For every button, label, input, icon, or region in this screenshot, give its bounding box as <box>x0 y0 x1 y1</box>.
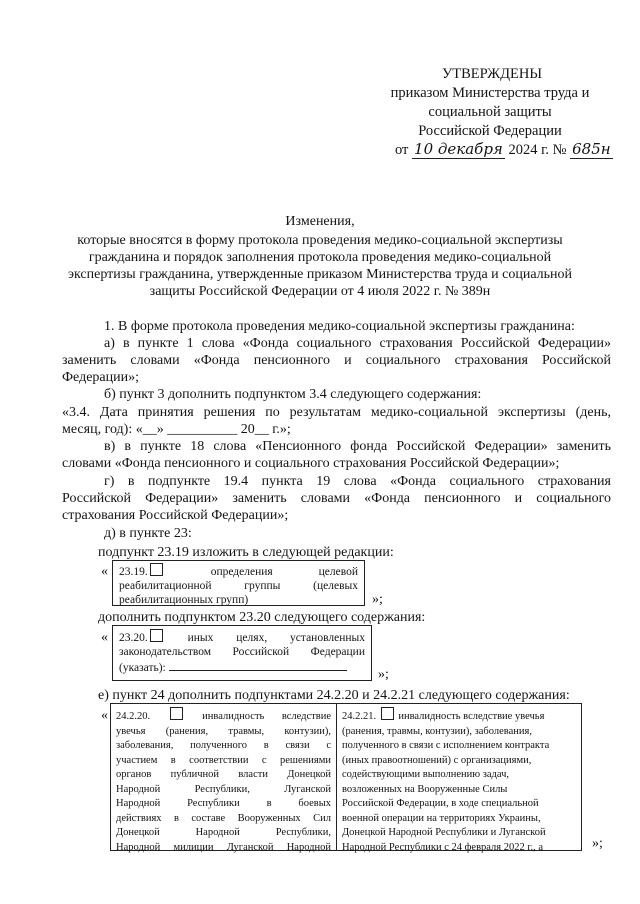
quote-close-2320: »; <box>378 667 389 682</box>
box-24221-row-6: Российской Федерации, в ходе специальной <box>342 798 539 809</box>
approval-heading: УТВЕРЖДЕНЫ <box>441 66 543 82</box>
box-24220-row-2: заболевания, полученного в связи с <box>116 740 331 751</box>
box-24220-row-7: действиях в составе Вооруженных Сил <box>116 812 331 824</box>
para-1: 1. В форме протокола проведения медико-социальной экспертизы гражданина: <box>104 319 575 334</box>
form-box-23-20 <box>112 625 372 681</box>
box-24220-row-4: органов публичной власти Донецкой <box>116 769 331 780</box>
form-box-24-2-21 <box>336 703 582 851</box>
quote-close-2319: »; <box>372 592 383 607</box>
box-24220-row-0 <box>116 707 331 725</box>
item-a-line-1: а) в пункте 1 слова «Фонда социального страхования Российской Федерации» <box>104 336 611 351</box>
quote-open-24: « <box>101 708 108 723</box>
box-24221-num: 24.2.21. <box>342 711 396 722</box>
item-b-line-3: месяц, год): «__» __________ 20__ г.»; <box>62 422 291 437</box>
box-24221-row-8: Донецкой Народной Республики и Луганской <box>342 827 546 838</box>
checkbox-24-2-21[interactable] <box>381 707 394 720</box>
box-24221-row-5: возложенных на Вооруженные Силы <box>342 783 508 795</box>
box-24221-text-1: инвалидность вследствие увечья <box>398 711 545 722</box>
item-a-line-3: Федерации»; <box>62 370 140 385</box>
changes-heading: Изменения, <box>285 214 355 229</box>
box-24221-row-0 <box>342 707 576 725</box>
box-24221-row-7: военной операции на территориях Украины, <box>342 812 541 824</box>
item-g-line-3: страхования Российской Федерации»; <box>62 508 289 523</box>
box-24221-row-3: (иных правоотношений) с организациями, <box>342 754 532 766</box>
date-prefix: от <box>395 142 409 158</box>
quote-close-24: »; <box>592 836 603 851</box>
quote-open-2319: « <box>101 564 108 579</box>
box-2320-row-3 <box>119 659 365 675</box>
box-2320-text-3: (указать): <box>119 662 166 674</box>
box-2319-row-3: реабилитационных групп) <box>119 594 249 606</box>
form-box-23-19 <box>112 560 365 606</box>
box-24220-row-9: Народной милиции Луганской Народной <box>116 841 331 853</box>
approval-line-2: социальной защиты <box>428 104 552 120</box>
quote-open-2320: « <box>101 630 108 645</box>
item-a-line-2: заменить словами «Фонда пенсионного и социального страхования Российской <box>62 353 611 368</box>
item-b-line-2: «3.4. Дата принятия решения по результатам медико-социальной экспертизы (день, <box>62 405 611 420</box>
box-2319-text-1: определения целевой <box>210 566 358 578</box>
box-24221-row-2: полученного в связи с исполнением контракта <box>342 740 550 751</box>
item-g-line-2: Российской Федерации» заменить словами «Фонда пенсионного и социального <box>62 491 611 506</box>
item-d-line-1: д) в пункте 23: <box>104 526 192 541</box>
handwritten-number: 685н <box>572 140 611 158</box>
checkbox-24-2-20[interactable] <box>170 707 183 720</box>
box-24221-row-9: Народной Республики с 24 февраля 2022 г., а <box>342 841 544 853</box>
box-24220-row-8: Донецкой Народной Республики, <box>116 827 331 838</box>
title-line-3: экспертизы гражданина, утвержденные приказом Министерства труда и социальной <box>67 267 573 282</box>
box-2319-num: 23.19. <box>119 566 165 578</box>
box-24221-row-4: содействующими выполнению задач, <box>342 769 510 780</box>
box-24220-num: 24.2.20. <box>116 711 185 722</box>
box-24220-row-6: Народной Республики в боевых <box>116 798 331 809</box>
box-24220-text-1: инвалидность вследствие <box>202 711 331 722</box>
form-box-24-2-20 <box>110 703 336 851</box>
item-e-line-1: е) пункт 24 дополнить подпунктами 24.2.20 и 24.2.21 следующего содержания: <box>98 688 570 703</box>
approval-date <box>395 140 613 159</box>
item-d-line-3: дополнить подпунктом 23.20 следующего содержания: <box>98 610 426 625</box>
box-2320-num: 23.20. <box>119 632 165 644</box>
item-v-line-1: в) в пункте 18 слова «Пенсионного фонда Российской Федерации» заменить <box>104 439 611 454</box>
item-b-line-1: б) пункт 3 дополнить подпунктом 3.4 следующего содержания: <box>104 387 482 402</box>
box-24221-row-1: (ранения, травмы, контузии), заболевания, <box>342 725 532 737</box>
checkbox-23-19[interactable] <box>150 563 163 576</box>
specify-input-line[interactable] <box>169 659 347 671</box>
checkbox-23-20[interactable] <box>150 629 163 642</box>
title-line-4: защиты Российской Федерации от 4 июля 2022 г. № 389н <box>149 284 491 299</box>
box-2319-row-2: реабилитационной группы (целевых <box>119 580 358 592</box>
title-line-1: которые вносятся в форму протокола проведения медико-социальной экспертизы <box>77 233 563 248</box>
approval-line-3: Российской Федерации <box>418 123 562 139</box>
approval-line-1: приказом Министерства труда и <box>390 85 590 101</box>
item-d-line-2: подпункт 23.19 изложить в следующей редакции: <box>98 545 394 560</box>
item-v-line-2: словами «Фонда пенсионного и социального страхования Российской Федерации»; <box>62 456 560 471</box>
box-2320-text-1: иных целях, установленных <box>187 632 365 644</box>
box-2320-row-2: законодательством Российской Федерации <box>119 646 365 658</box>
box-24220-row-5: Народной Республики, Луганской <box>116 783 331 795</box>
box-24220-row-1: увечья (ранения, травмы, контузии), <box>116 725 331 737</box>
handwritten-date: 10 декабря <box>414 140 503 158</box>
item-g-line-1: г) в подпункте 19.4 пункта 19 слова «Фонда социального страхования <box>104 474 611 489</box>
box-2319-row-1 <box>119 563 358 579</box>
title-line-2: гражданина и порядок заполнения протокола проведения медико-социальной <box>88 250 552 265</box>
year-number-label: 2024 г. № <box>508 142 567 158</box>
box-24220-row-3: участием в соответствии с решениями <box>116 754 331 766</box>
box-2320-row-1 <box>119 629 365 645</box>
